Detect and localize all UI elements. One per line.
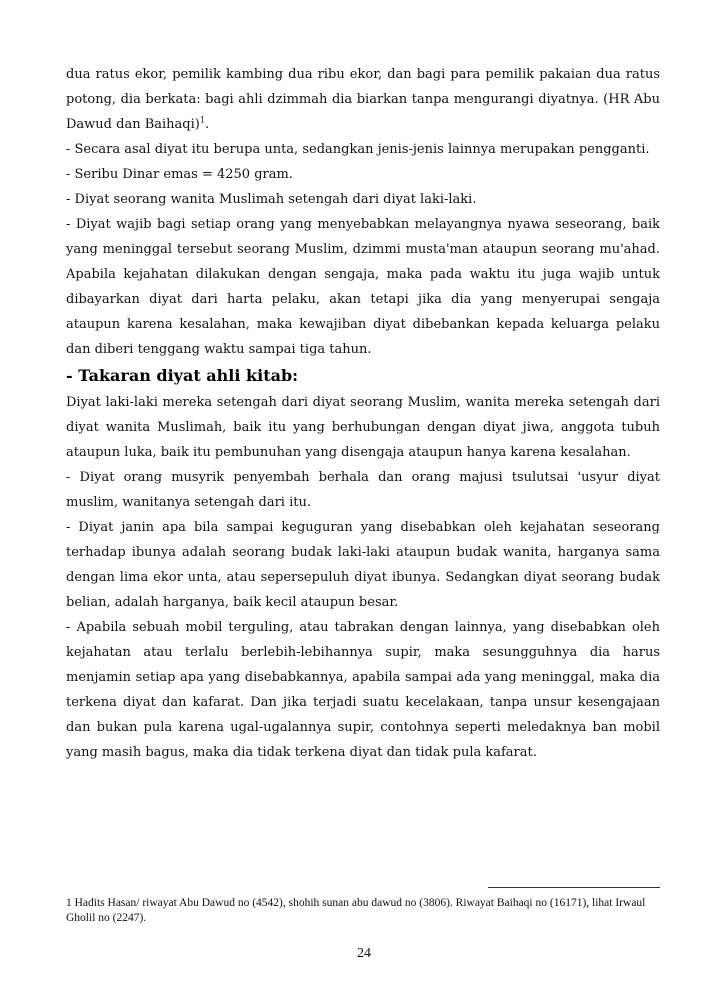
section-heading: - Takaran diyat ahli kitab: xyxy=(66,366,299,385)
paragraph: - Diyat wajib bagi setiap orang yang menyebabkan melayangnya nyawa seseorang, baik yang meninggal tersebut seorang Muslim, dzimmi musta'man ataupun seorang mu'ahad. Apabila kejahatan dilakukan dengan sengaja, maka pada waktu itu juga wajib untuk dibayarkan diyat dari harta pelaku, akan tetapi jika dia yang menyerupai sengaja ataupun karena kesalahan, maka kewajiban diyat dibebankan kepada keluarga pelaku dan diberi tenggang waktu sampai tiga tahun. xyxy=(66,217,660,357)
footnote-reference[interactable]: 1 xyxy=(199,115,205,125)
paragraph: - Diyat seorang wanita Muslimah setengah dari diyat laki-laki. xyxy=(66,192,477,207)
paragraph: - Diyat orang musyrik penyembah berhala dan orang majusi tsulutsai 'usyur diyat muslim, wanitanya setengah dari itu. xyxy=(66,470,660,510)
paragraph: Diyat laki-laki mereka setengah dari diyat seorang Muslim, wanita mereka setengah dari diyat wanita Muslimah, baik itu yang berhubungan dengan diyat jiwa, anggota tubuh ataupun luka, baik itu pembunuhan yang disengaja ataupun hanya karena kesalahan. xyxy=(66,395,660,460)
page-number: 24 xyxy=(357,946,371,961)
paragraph: dua ratus ekor, pemilik kambing dua ribu ekor, dan bagi para pemilik pakaian dua ratus potong, dia berkata: bagi ahli dzimmah dia biarkan tanpa mengurangi diyatnya. (HR Abu Dawud dan Baihaqi)$^1$. xyxy=(66,67,660,132)
paragraph: - Diyat janin apa bila sampai keguguran yang disebabkan oleh kejahatan seseorang terhadap ibunya adalah seorang budak laki-laki ataupun budak wanita, harganya sama dengan lima ekor unta, atau sepersepuluh diyat ibunya. Sedangkan diyat seorang budak belian, adalah harganya, baik kecil ataupun besar. xyxy=(66,520,660,610)
paragraph: - Secara asal diyat itu berupa unta, sedangkan jenis-jenis lainnya merupakan pengganti. xyxy=(66,142,650,157)
footnote: 1 Hadits Hasan/ riwayat Abu Dawud no (4542), shohih sunan abu dawud no (3806). Riwayat Baihaqi no (16171), lihat Irwaul Gholil no (2247). xyxy=(66,897,646,924)
paragraph: - Apabila sebuah mobil terguling, atau tabrakan dengan lainnya, yang disebabkan oleh kejahatan atau terlalu berlebih-lebihannya supir, maka sesungguhnya dia harus menjamin setiap apa yang disebabkannya, apabila sampai ada yang meninggal, maka dia terkena diyat dan kafarat. Dan jika terjadi suatu kecelakaan, tanpa unsur kesengajaan dan bukan pula karena ugal-ugalannya supir, contohnya seperti meledaknya ban mobil yang masih bagus, maka dia tidak terkena diyat dan tidak pula kafarat. xyxy=(66,620,660,760)
footnote-divider xyxy=(488,887,660,888)
body-text xyxy=(66,62,660,765)
paragraph: - Seribu Dinar emas = 4250 gram. xyxy=(66,167,293,182)
